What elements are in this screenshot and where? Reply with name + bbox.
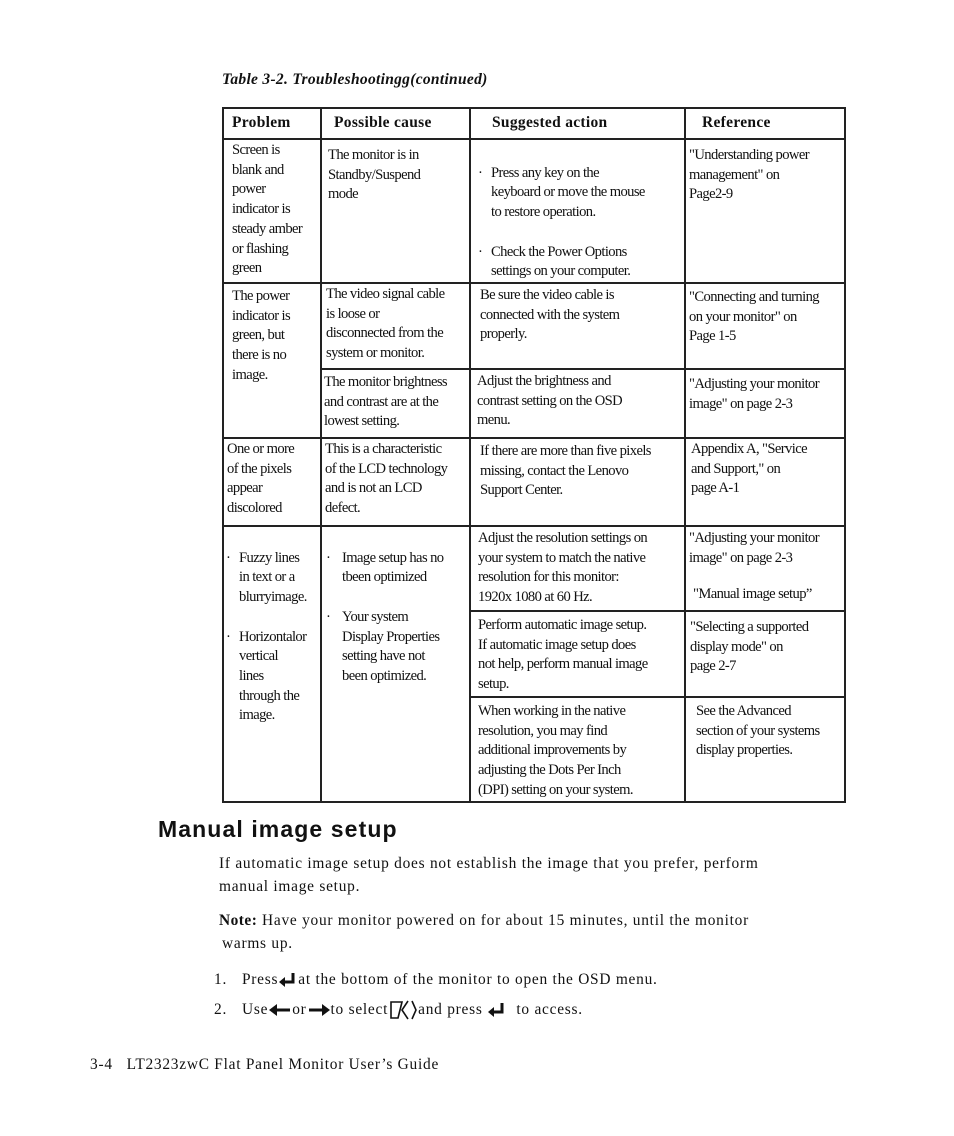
list-item: · Horizontalor vertical lines through the image. <box>226 628 307 724</box>
table-border <box>470 610 846 612</box>
table-border <box>222 107 846 109</box>
step-2: 2. Use or to select and press to access. <box>214 999 583 1021</box>
row2-action-1: Be sure the video cable is connected with the system properly. <box>480 287 620 343</box>
list-item: · Press any key on the keyboard or move the mouse to restore operation. <box>478 164 645 221</box>
row1-problem: Screen is blank and power indicator is steady amber or flashing green <box>232 142 303 277</box>
row4-cause <box>326 529 466 706</box>
step-1: 1. Press at the bottom of the monitor to open the OSD menu. <box>214 971 658 988</box>
row4-problem <box>226 529 320 746</box>
note-paragraph: Note: Have your monitor powered on for about 15 minutes, until the monitor warms up. <box>219 912 749 952</box>
guide-title: LT2323zwC Flat Panel Monitor User’s Guide <box>126 1056 440 1073</box>
right-arrow-icon <box>307 1002 331 1018</box>
row2-problem: The power indicator is green, but there is no image. <box>232 288 291 383</box>
row1-cause: The monitor is in Standby/Suspend mode <box>328 147 421 203</box>
row3-reference: Appendix A, "Service and Support," on page A-1 <box>691 441 807 497</box>
row2-reference-1: "Connecting and turning on your monitor" on Page 1-5 <box>689 289 819 345</box>
table-border <box>222 801 846 803</box>
table-border <box>222 107 224 803</box>
image-setup-icon <box>388 999 418 1021</box>
section-title: Manual image setup <box>158 816 398 842</box>
row4-reference-1a: "Adjusting your monitor image" on page 2-3 <box>689 530 819 566</box>
enter-icon <box>278 971 298 989</box>
table-border <box>321 368 846 370</box>
row3-cause: This is a characteristic of the LCD technology and is not an LCD defect. <box>325 441 448 517</box>
row2-reference-2: "Adjusting your monitor image" on page 2-3 <box>689 376 819 412</box>
row4-reference-1b: "Manual image setup” <box>693 586 812 602</box>
row1-reference: "Understanding power management" on Page2-9 <box>689 147 809 203</box>
table-border <box>320 107 322 803</box>
header-problem: Problem <box>232 114 291 131</box>
table-border <box>844 107 846 803</box>
header-reference: Reference <box>702 114 771 131</box>
table-border <box>222 138 846 140</box>
troubleshooting-table <box>222 107 846 803</box>
table-border <box>222 525 846 527</box>
list-item: · Image setup has no tbeen optimized <box>326 549 444 586</box>
intro-paragraph: If automatic image setup does not establish the image that you prefer, perform manual image setup. <box>219 855 759 895</box>
row2-cause-2: The monitor brightness and contrast are at the lowest setting. <box>324 374 447 430</box>
row4-action-1: Adjust the resolution settings on your system to match the native resolution for this monitor: 1920x 1080 at 60 Hz. <box>478 530 648 606</box>
page-number: 3-4 <box>90 1056 113 1073</box>
row4-reference-3: See the Advanced section of your systems display properties. <box>696 703 820 759</box>
row4-action-2: Perform automatic image setup. If automatic image setup does not help, perform manual image setup. <box>478 617 648 693</box>
left-arrow-icon <box>268 1002 292 1018</box>
table-border <box>222 437 846 439</box>
page-footer <box>90 1056 439 1074</box>
table-border <box>684 107 686 803</box>
row3-action: If there are more than five pixels missing, contact the Lenovo Support Center. <box>480 443 651 499</box>
enter-icon <box>487 1001 507 1019</box>
table-border <box>469 107 471 803</box>
header-suggested-action: Suggested action <box>492 114 608 131</box>
row3-problem: One or more of the pixels appear discolored <box>227 441 295 517</box>
row2-action-2: Adjust the brightness and contrast setting on the OSD menu. <box>477 373 623 429</box>
row1-action <box>478 144 682 302</box>
row4-action-3: When working in the native resolution, you may find additional improvements by adjusting the Dots Per Inch (DPI) setting on your system. <box>478 703 633 798</box>
list-item: · Fuzzy lines in text or a blurryimage. <box>226 549 307 606</box>
row4-reference-2: "Selecting a supported display mode" on page 2-7 <box>690 619 809 675</box>
note-label: Note: <box>219 912 258 929</box>
list-item: · Check the Power Options settings on your computer. <box>478 243 631 280</box>
row2-cause-1: The video signal cable is loose or disconnected from the system or monitor. <box>326 286 445 362</box>
list-item: · Your system Display Properties setting have not been optimized. <box>326 608 440 684</box>
table-caption: Table 3-2. Troubleshootingg(continued) <box>222 71 488 88</box>
table-border <box>470 696 846 698</box>
header-possible-cause: Possible cause <box>334 114 432 131</box>
